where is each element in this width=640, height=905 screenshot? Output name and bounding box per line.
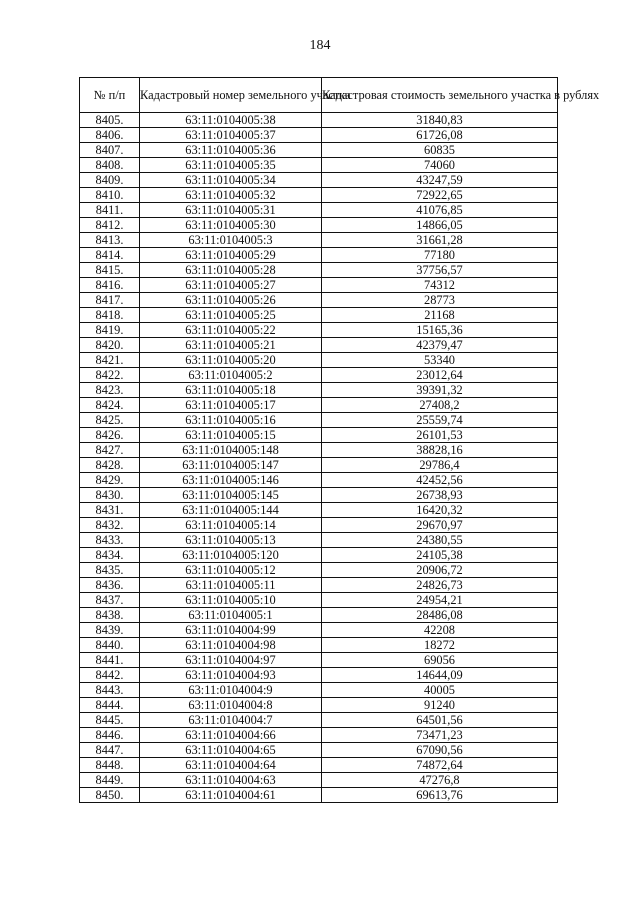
cadastral-value-cell: 31840,83 — [322, 113, 558, 128]
cadastral-value-cell: 27408,2 — [322, 398, 558, 413]
row-number-cell: 8442. — [80, 668, 140, 683]
cadastral-number-cell: 63:11:0104005:16 — [140, 413, 322, 428]
table-row — [80, 623, 558, 638]
row-number-cell: 8446. — [80, 728, 140, 743]
page-number: 184 — [309, 38, 331, 53]
row-number-cell: 8423. — [80, 383, 140, 398]
row-number-cell: 8417. — [80, 293, 140, 308]
table-row — [80, 473, 558, 488]
row-number-cell: 8449. — [80, 773, 140, 788]
cadastral-number-cell: 63:11:0104005:27 — [140, 278, 322, 293]
cadastral-value-cell: 64501,56 — [322, 713, 558, 728]
row-number-cell: 8445. — [80, 713, 140, 728]
row-number-cell: 8429. — [80, 473, 140, 488]
cadastral-value-cell: 25559,74 — [322, 413, 558, 428]
cadastral-value-cell: 43247,59 — [322, 173, 558, 188]
cadastral-number-cell: 63:11:0104005:146 — [140, 473, 322, 488]
table-row — [80, 188, 558, 203]
cadastral-number-cell: 63:11:0104005:14 — [140, 518, 322, 533]
table-row — [80, 593, 558, 608]
table-row — [80, 578, 558, 593]
cadastral-value-cell: 16420,32 — [322, 503, 558, 518]
cadastral-value-cell: 69056 — [322, 653, 558, 668]
row-number-cell: 8432. — [80, 518, 140, 533]
header-row-number: № п/п — [80, 78, 140, 113]
cadastral-number-cell: 63:11:0104005:2 — [140, 368, 322, 383]
table-row — [80, 323, 558, 338]
table-row — [80, 413, 558, 428]
cadastral-number-cell: 63:11:0104004:8 — [140, 698, 322, 713]
table-row — [80, 443, 558, 458]
row-number-cell: 8408. — [80, 158, 140, 173]
cadastral-number-cell: 63:11:0104005:35 — [140, 158, 322, 173]
row-number-cell: 8412. — [80, 218, 140, 233]
row-number-cell: 8424. — [80, 398, 140, 413]
table-row — [80, 113, 558, 128]
table-row — [80, 203, 558, 218]
cadastral-value-cell: 72922,65 — [322, 188, 558, 203]
cadastral-number-cell: 63:11:0104004:65 — [140, 743, 322, 758]
cadastral-value-cell: 61726,08 — [322, 128, 558, 143]
table-row — [80, 743, 558, 758]
table-row — [80, 698, 558, 713]
header-cadastral-number: Кадастровый номер земельного участка — [140, 78, 322, 113]
table-row — [80, 758, 558, 773]
cadastral-number-cell: 63:11:0104004:66 — [140, 728, 322, 743]
table-row — [80, 518, 558, 533]
table-row — [80, 143, 558, 158]
cadastral-number-cell: 63:11:0104005:147 — [140, 458, 322, 473]
table-row — [80, 278, 558, 293]
row-number-cell: 8440. — [80, 638, 140, 653]
cadastral-number-cell: 63:11:0104005:37 — [140, 128, 322, 143]
table-row — [80, 713, 558, 728]
row-number-cell: 8416. — [80, 278, 140, 293]
cadastral-value-cell: 69613,76 — [322, 788, 558, 803]
table-header-row — [80, 78, 558, 113]
cadastral-number-cell: 63:11:0104004:98 — [140, 638, 322, 653]
table-row — [80, 458, 558, 473]
cadastral-number-cell: 63:11:0104004:7 — [140, 713, 322, 728]
row-number-cell: 8422. — [80, 368, 140, 383]
row-number-cell: 8434. — [80, 548, 140, 563]
cadastral-number-cell: 63:11:0104005:38 — [140, 113, 322, 128]
table-row — [80, 773, 558, 788]
row-number-cell: 8448. — [80, 758, 140, 773]
cadastral-number-cell: 63:11:0104005:120 — [140, 548, 322, 563]
cadastral-value-cell: 37756,57 — [322, 263, 558, 278]
table-row — [80, 608, 558, 623]
row-number-cell: 8409. — [80, 173, 140, 188]
cadastral-number-cell: 63:11:0104005:15 — [140, 428, 322, 443]
cadastral-value-cell: 23012,64 — [322, 368, 558, 383]
row-number-cell: 8428. — [80, 458, 140, 473]
table-row — [80, 683, 558, 698]
row-number-cell: 8410. — [80, 188, 140, 203]
table-row — [80, 308, 558, 323]
row-number-cell: 8430. — [80, 488, 140, 503]
table-row — [80, 353, 558, 368]
row-number-cell: 8441. — [80, 653, 140, 668]
cadastral-value-cell: 14866,05 — [322, 218, 558, 233]
cadastral-number-cell: 63:11:0104005:25 — [140, 308, 322, 323]
cadastral-value-cell: 67090,56 — [322, 743, 558, 758]
cadastral-table — [79, 77, 600, 803]
row-number-cell: 8431. — [80, 503, 140, 518]
cadastral-number-cell: 63:11:0104005:11 — [140, 578, 322, 593]
cadastral-number-cell: 63:11:0104005:28 — [140, 263, 322, 278]
cadastral-number-cell: 63:11:0104004:63 — [140, 773, 322, 788]
cadastral-number-cell: 63:11:0104005:17 — [140, 398, 322, 413]
cadastral-value-cell: 28486,08 — [322, 608, 558, 623]
table-row — [80, 383, 558, 398]
header-cadastral-value: Кадастровая стоимость земельного участка в рублях — [322, 78, 558, 113]
table-row — [80, 638, 558, 653]
cadastral-value-cell: 14644,09 — [322, 668, 558, 683]
cadastral-number-cell: 63:11:0104004:99 — [140, 623, 322, 638]
cadastral-value-cell: 42452,56 — [322, 473, 558, 488]
cadastral-value-cell: 60835 — [322, 143, 558, 158]
cadastral-value-cell: 53340 — [322, 353, 558, 368]
table-row — [80, 428, 558, 443]
table-row — [80, 548, 558, 563]
cadastral-number-cell: 63:11:0104005:31 — [140, 203, 322, 218]
table-row — [80, 218, 558, 233]
cadastral-value-cell: 26738,93 — [322, 488, 558, 503]
cadastral-value-cell: 40005 — [322, 683, 558, 698]
cadastral-number-cell: 63:11:0104005:30 — [140, 218, 322, 233]
cadastral-value-cell: 77180 — [322, 248, 558, 263]
cadastral-number-cell: 63:11:0104004:61 — [140, 788, 322, 803]
cadastral-number-cell: 63:11:0104005:3 — [140, 233, 322, 248]
table-row — [80, 398, 558, 413]
row-number-cell: 8436. — [80, 578, 140, 593]
cadastral-number-cell: 63:11:0104005:13 — [140, 533, 322, 548]
table-row — [80, 788, 558, 803]
cadastral-value-cell: 21168 — [322, 308, 558, 323]
cadastral-value-cell: 26101,53 — [322, 428, 558, 443]
cadastral-number-cell: 63:11:0104005:12 — [140, 563, 322, 578]
cadastral-value-cell: 29670,97 — [322, 518, 558, 533]
cadastral-number-cell: 63:11:0104005:148 — [140, 443, 322, 458]
row-number-cell: 8425. — [80, 413, 140, 428]
table-row — [80, 173, 558, 188]
cadastral-value-cell: 24380,55 — [322, 533, 558, 548]
table-row — [80, 653, 558, 668]
row-number-cell: 8438. — [80, 608, 140, 623]
cadastral-number-cell: 63:11:0104005:21 — [140, 338, 322, 353]
cadastral-number-cell: 63:11:0104004:93 — [140, 668, 322, 683]
row-number-cell: 8418. — [80, 308, 140, 323]
cadastral-number-cell: 63:11:0104005:20 — [140, 353, 322, 368]
cadastral-value-cell: 74872,64 — [322, 758, 558, 773]
cadastral-value-cell: 24105,38 — [322, 548, 558, 563]
cadastral-value-cell: 28773 — [322, 293, 558, 308]
cadastral-value-cell: 38828,16 — [322, 443, 558, 458]
cadastral-number-cell: 63:11:0104005:36 — [140, 143, 322, 158]
cadastral-number-cell: 63:11:0104005:144 — [140, 503, 322, 518]
row-number-cell: 8447. — [80, 743, 140, 758]
cadastral-number-cell: 63:11:0104005:145 — [140, 488, 322, 503]
table-row — [80, 293, 558, 308]
table-row — [80, 728, 558, 743]
cadastral-number-cell: 63:11:0104005:26 — [140, 293, 322, 308]
table-row — [80, 128, 558, 143]
cadastral-value-cell: 74312 — [322, 278, 558, 293]
table-row — [80, 533, 558, 548]
row-number-cell: 8419. — [80, 323, 140, 338]
row-number-cell: 8427. — [80, 443, 140, 458]
cadastral-value-cell: 29786,4 — [322, 458, 558, 473]
cadastral-number-cell: 63:11:0104004:9 — [140, 683, 322, 698]
cadastral-value-cell: 91240 — [322, 698, 558, 713]
row-number-cell: 8435. — [80, 563, 140, 578]
row-number-cell: 8439. — [80, 623, 140, 638]
row-number-cell: 8411. — [80, 203, 140, 218]
cadastral-number-cell: 63:11:0104005:34 — [140, 173, 322, 188]
row-number-cell: 8414. — [80, 248, 140, 263]
row-number-cell: 8407. — [80, 143, 140, 158]
cadastral-value-cell: 39391,32 — [322, 383, 558, 398]
row-number-cell: 8444. — [80, 698, 140, 713]
table-row — [80, 488, 558, 503]
row-number-cell: 8426. — [80, 428, 140, 443]
cadastral-number-cell: 63:11:0104005:10 — [140, 593, 322, 608]
cadastral-value-cell: 24826,73 — [322, 578, 558, 593]
cadastral-value-cell: 18272 — [322, 638, 558, 653]
table-row — [80, 368, 558, 383]
cadastral-value-cell: 42379,47 — [322, 338, 558, 353]
cadastral-number-cell: 63:11:0104005:32 — [140, 188, 322, 203]
cadastral-number-cell: 63:11:0104004:64 — [140, 758, 322, 773]
row-number-cell: 8405. — [80, 113, 140, 128]
cadastral-number-cell: 63:11:0104005:29 — [140, 248, 322, 263]
table-row — [80, 338, 558, 353]
cadastral-value-cell: 41076,85 — [322, 203, 558, 218]
row-number-cell: 8420. — [80, 338, 140, 353]
cadastral-number-cell: 63:11:0104005:1 — [140, 608, 322, 623]
cadastral-value-cell: 20906,72 — [322, 563, 558, 578]
cadastral-value-cell: 74060 — [322, 158, 558, 173]
table-row — [80, 248, 558, 263]
table-row — [80, 563, 558, 578]
row-number-cell: 8433. — [80, 533, 140, 548]
row-number-cell: 8437. — [80, 593, 140, 608]
row-number-cell: 8413. — [80, 233, 140, 248]
cadastral-number-cell: 63:11:0104005:18 — [140, 383, 322, 398]
table-row — [80, 233, 558, 248]
cadastral-value-cell: 24954,21 — [322, 593, 558, 608]
row-number-cell: 8450. — [80, 788, 140, 803]
cadastral-value-cell: 31661,28 — [322, 233, 558, 248]
row-number-cell: 8406. — [80, 128, 140, 143]
row-number-cell: 8443. — [80, 683, 140, 698]
table-row — [80, 158, 558, 173]
table-row — [80, 503, 558, 518]
table-row — [80, 668, 558, 683]
cadastral-value-cell: 15165,36 — [322, 323, 558, 338]
row-number-cell: 8421. — [80, 353, 140, 368]
cadastral-value-cell: 73471,23 — [322, 728, 558, 743]
cadastral-value-cell: 47276,8 — [322, 773, 558, 788]
table-row — [80, 263, 558, 278]
cadastral-number-cell: 63:11:0104004:97 — [140, 653, 322, 668]
cadastral-number-cell: 63:11:0104005:22 — [140, 323, 322, 338]
cadastral-value-cell: 42208 — [322, 623, 558, 638]
row-number-cell: 8415. — [80, 263, 140, 278]
